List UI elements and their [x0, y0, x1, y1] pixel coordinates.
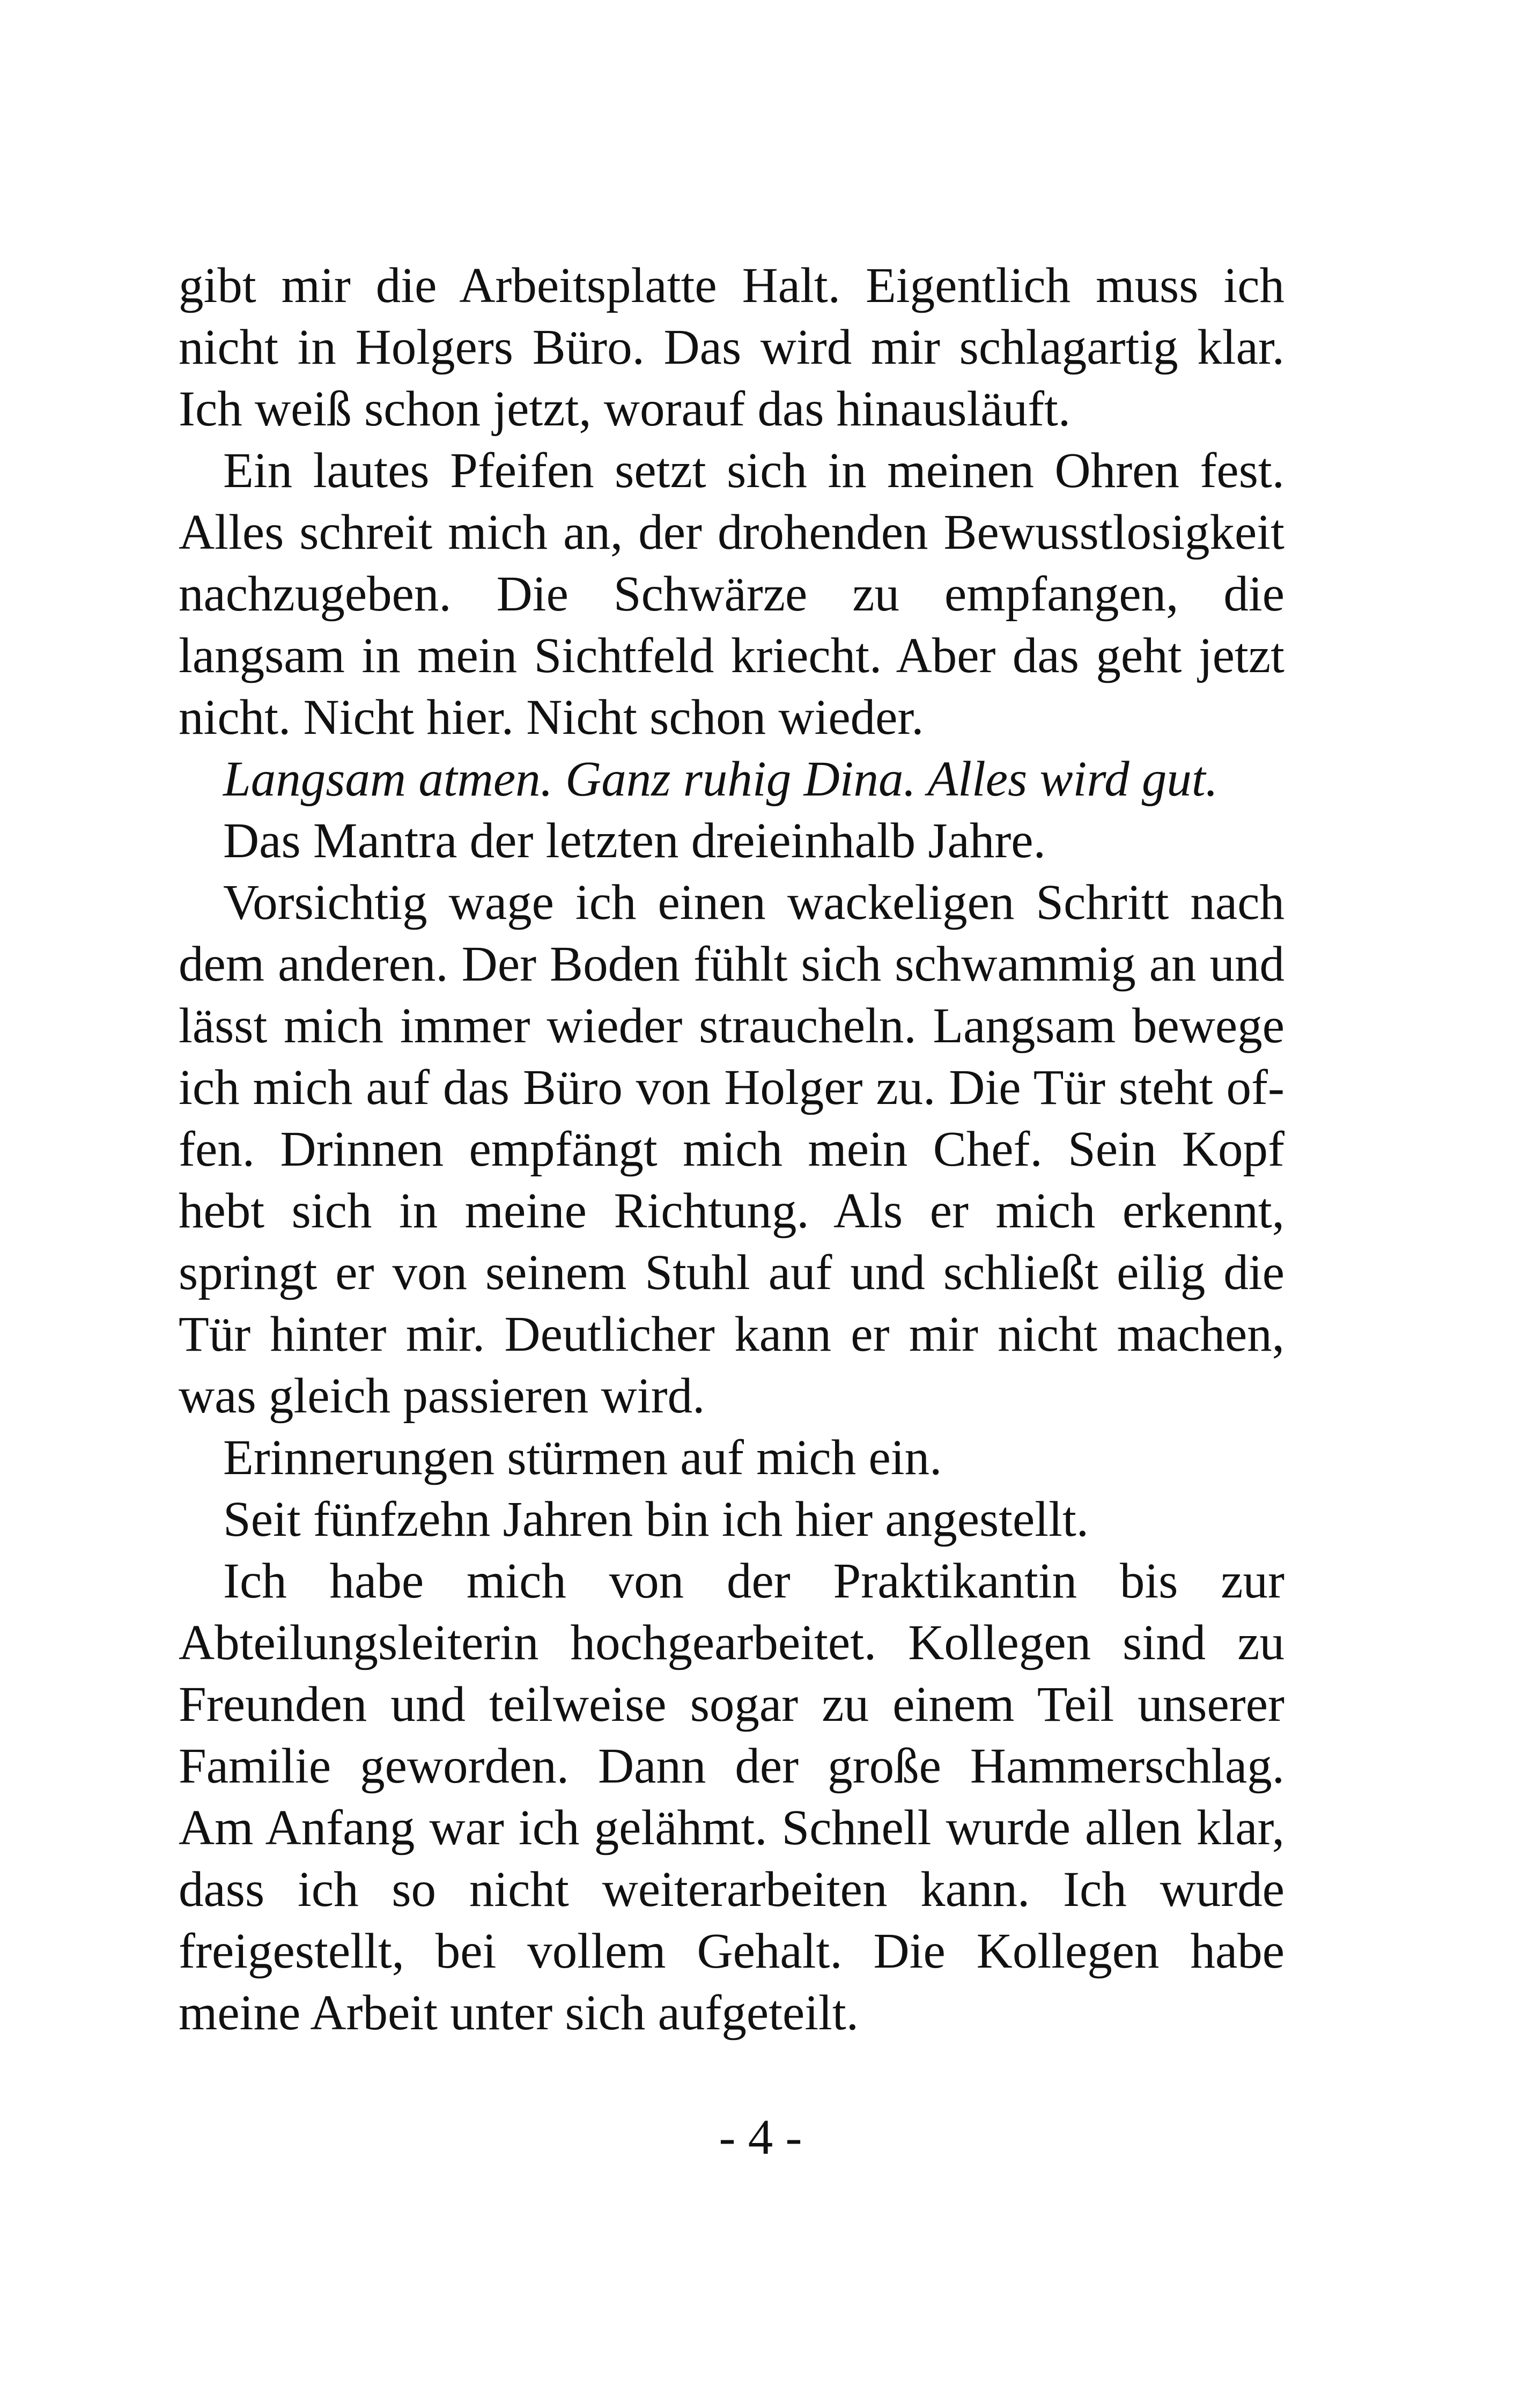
book-page-text [179, 255, 1284, 2044]
paragraph-8: Ich habe mich von der Praktikantin bis zur Abteilungsleiterin hochgearbeitet. Kollegen sind zu Freunden und teilweise sogar zu einem Teil unserer Familie geworden. Dann der große Hammerschlag. Am Anfang war ich gelähmt. Schnell wurde allen klar, dass ich so nicht weiterarbeiten kann. Ich wurde freigestellt, bei vollem Gehalt. Die Kollegen habe meine Arbeit unter sich aufgeteilt. [179, 1553, 1284, 2041]
paragraph-6: Erinnerungen stürmen auf mich ein. [223, 1430, 942, 1485]
paragraph-2: Ein lautes Pfeifen setzt sich in meinen Ohren fest. Alles schreit mich an, der drohenden Bewusstlosigkeit nachzugeben. Die Schwärze zu empfangen, die langsam in mein Sichtfeld kriecht. Aber das geht jetzt nicht. Nicht hier. Nicht schon wieder. [179, 443, 1284, 745]
paragraph-4: Das Mantra der letzten dreieinhalb Jahre. [223, 813, 1046, 868]
paragraph-7: Seit fünfzehn Jahren bin ich hier angestellt. [223, 1492, 1089, 1547]
paragraph-5: Vorsichtig wage ich einen wackeligen Schritt nach dem anderen. Der Boden fühlt sich schwammig an und lässt mich immer wieder straucheln. Langsam bewege ich mich auf das Büro von Holger zu. Die Tür steht offen. Drinnen empfängt mich mein Chef. Sein Kopf hebt sich in meine Richtung. Als er mich erkennt, springt er von seinem Stuhl auf und schließt eilig die Tür hinter mir. Deutlicher kann er mir nicht machen, was gleich passieren wird. [179, 875, 1284, 1424]
paragraph-1: gibt mir die Arbeitsplatte Halt. Eigentlich muss ich nicht in Holgers Büro. Das wird mir schlagartig klar. Ich weiß schon jetzt, worauf das hinausläuft. [179, 258, 1284, 437]
paragraph-3-italic-mantra: Langsam atmen. Ganz ruhig Dina. Alles wird gut. [223, 752, 1218, 807]
page-number: - 4 - [719, 2110, 802, 2165]
